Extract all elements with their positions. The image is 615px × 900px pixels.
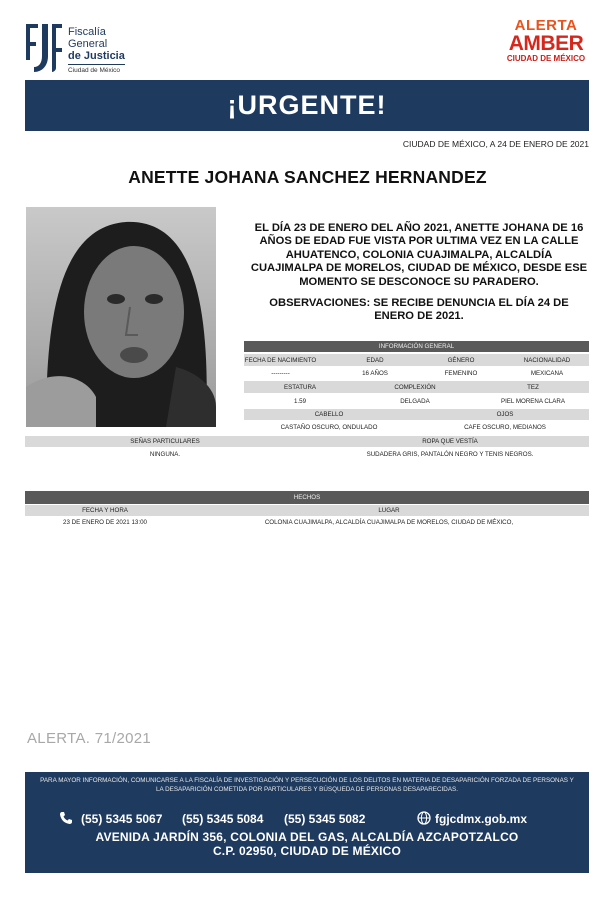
- value-senas: NINGUNA.: [149, 451, 181, 458]
- globe-icon: [417, 811, 431, 825]
- contact-footer: [25, 772, 589, 873]
- header-cabello: CABELLO: [314, 411, 344, 418]
- amber-line2: AMBER: [508, 32, 584, 55]
- website-link[interactable]: fgjcdmx.gob.mx: [435, 812, 528, 826]
- alert-folio: ALERTA. 71/2021: [27, 730, 152, 747]
- header-fecha-hora: FECHA Y HORA: [82, 507, 128, 514]
- value-genero: FEMENINO: [444, 370, 478, 377]
- phone-2[interactable]: (55) 5345 5084: [182, 812, 264, 826]
- fgj-wordmark: [68, 26, 125, 76]
- amber-line1: ALERTA: [514, 17, 578, 34]
- amber-line3: CIUDAD DE MÉXICO: [506, 54, 586, 63]
- page-header: [0, 0, 615, 80]
- fgj-line1: Fiscalía: [68, 26, 106, 38]
- dateline: CIUDAD DE MÉXICO, A 24 DE ENERO DE 2021: [402, 139, 589, 149]
- contact-line: [25, 812, 589, 828]
- value-cabello: CASTAÑO OSCURO, ONDULADO: [280, 424, 378, 431]
- value-edad: 16 AÑOS: [362, 370, 388, 377]
- address-line1: AVENIDA JARDÍN 356, COLONIA DEL GAS, ALCALDÍA AZCAPOTZALCO: [95, 830, 519, 844]
- missing-person-photo: [26, 207, 216, 427]
- missing-person-name: ANETTE JOHANA SANCHEZ HERNANDEZ: [128, 167, 487, 187]
- value-fecha-hora: 23 DE ENERO DE 2021 13:00: [63, 519, 147, 526]
- contact-note: PARA MAYOR INFORMACIÓN, COMUNICARSE A LA FISCALÍA DE INVESTIGACIÓN Y PERSECUCIÓN DE LOS DELITOS EN MATERIA DE DESAPARICIÓN FORZADA DE PERSONAS Y LA DESAPARICIÓN COMETIDA POR PARTICULARES Y BÚSQUEDA DE PERSONAS DESAPARECIDAS.: [40, 777, 574, 793]
- value-lugar: COLONIA CUAJIMALPA, ALCALDÍA CUAJIMALPA DE MORELOS, CIUDAD DE MÉXICO,: [264, 519, 514, 526]
- header-tez: TEZ: [527, 384, 539, 391]
- header-ojos: OJOS: [496, 411, 514, 418]
- hechos-header: HECHOS: [25, 491, 589, 504]
- portrait-icon: [26, 207, 216, 427]
- alerta-amber-logo: [504, 18, 588, 78]
- fgj-line2: General: [68, 38, 108, 50]
- header-fecha-nacimiento: FECHA DE NACIMIENTO: [244, 357, 317, 364]
- observations-text: OBSERVACIONES: SE RECIBE DENUNCIA EL DÍA 24 DE ENERO DE 2021.: [269, 297, 569, 323]
- fgj-line3: de Justicia: [68, 50, 125, 62]
- value-ropa: SUDADERA GRIS, PANTALÓN NEGRO Y TENIS NEGROS.: [366, 451, 534, 458]
- value-ojos: CAFE OSCURO, MEDIANOS: [464, 424, 546, 431]
- header-ropa: ROPA QUE VESTÍA: [422, 438, 478, 445]
- header-nacionalidad: NACIONALIDAD: [523, 357, 571, 364]
- value-nacionalidad: MEXICANA: [530, 370, 564, 377]
- header-senas: SEÑAS PARTICULARES: [130, 438, 200, 445]
- value-tez: PIEL MORENA CLARA: [500, 398, 566, 405]
- value-complexion: DELGADA: [400, 398, 430, 405]
- header-edad: EDAD: [366, 357, 384, 364]
- value-fecha-nacimiento: ---------: [271, 370, 290, 377]
- header-complexion: COMPLEXIÓN: [394, 384, 436, 391]
- value-estatura: 1.59: [293, 398, 307, 405]
- missing-description: EL DÍA 23 DE ENERO DEL AÑO 2021, ANETTE JOHANA DE 16 AÑOS DE EDAD FUE VISTA POR ULTIMA VEZ EN LA CALLE AHUATENCO, COLONIA CUAJIMALPA, ALCALDÍA CUAJIMALPA DE MORELOS, CIUDAD DE MÉXICO, DESDE ESE MOMENTO SE DESCONOCE SU PARADERO.: [250, 222, 588, 288]
- urgent-banner: ¡URGENTE!: [25, 80, 589, 131]
- fgj-line4: Ciudad de México: [68, 64, 125, 76]
- phone-1[interactable]: (55) 5345 5067: [81, 812, 163, 826]
- header-lugar: LUGAR: [378, 507, 400, 514]
- header-genero: GÉNERO: [447, 357, 475, 364]
- info-general-header: INFORMACIÓN GENERAL: [244, 341, 589, 352]
- phone-3[interactable]: (55) 5345 5082: [284, 812, 366, 826]
- header-estatura: ESTATURA: [283, 384, 317, 391]
- address-line2: C.P. 02950, CIUDAD DE MÉXICO: [212, 844, 402, 858]
- fgj-logo-icon: [24, 22, 64, 74]
